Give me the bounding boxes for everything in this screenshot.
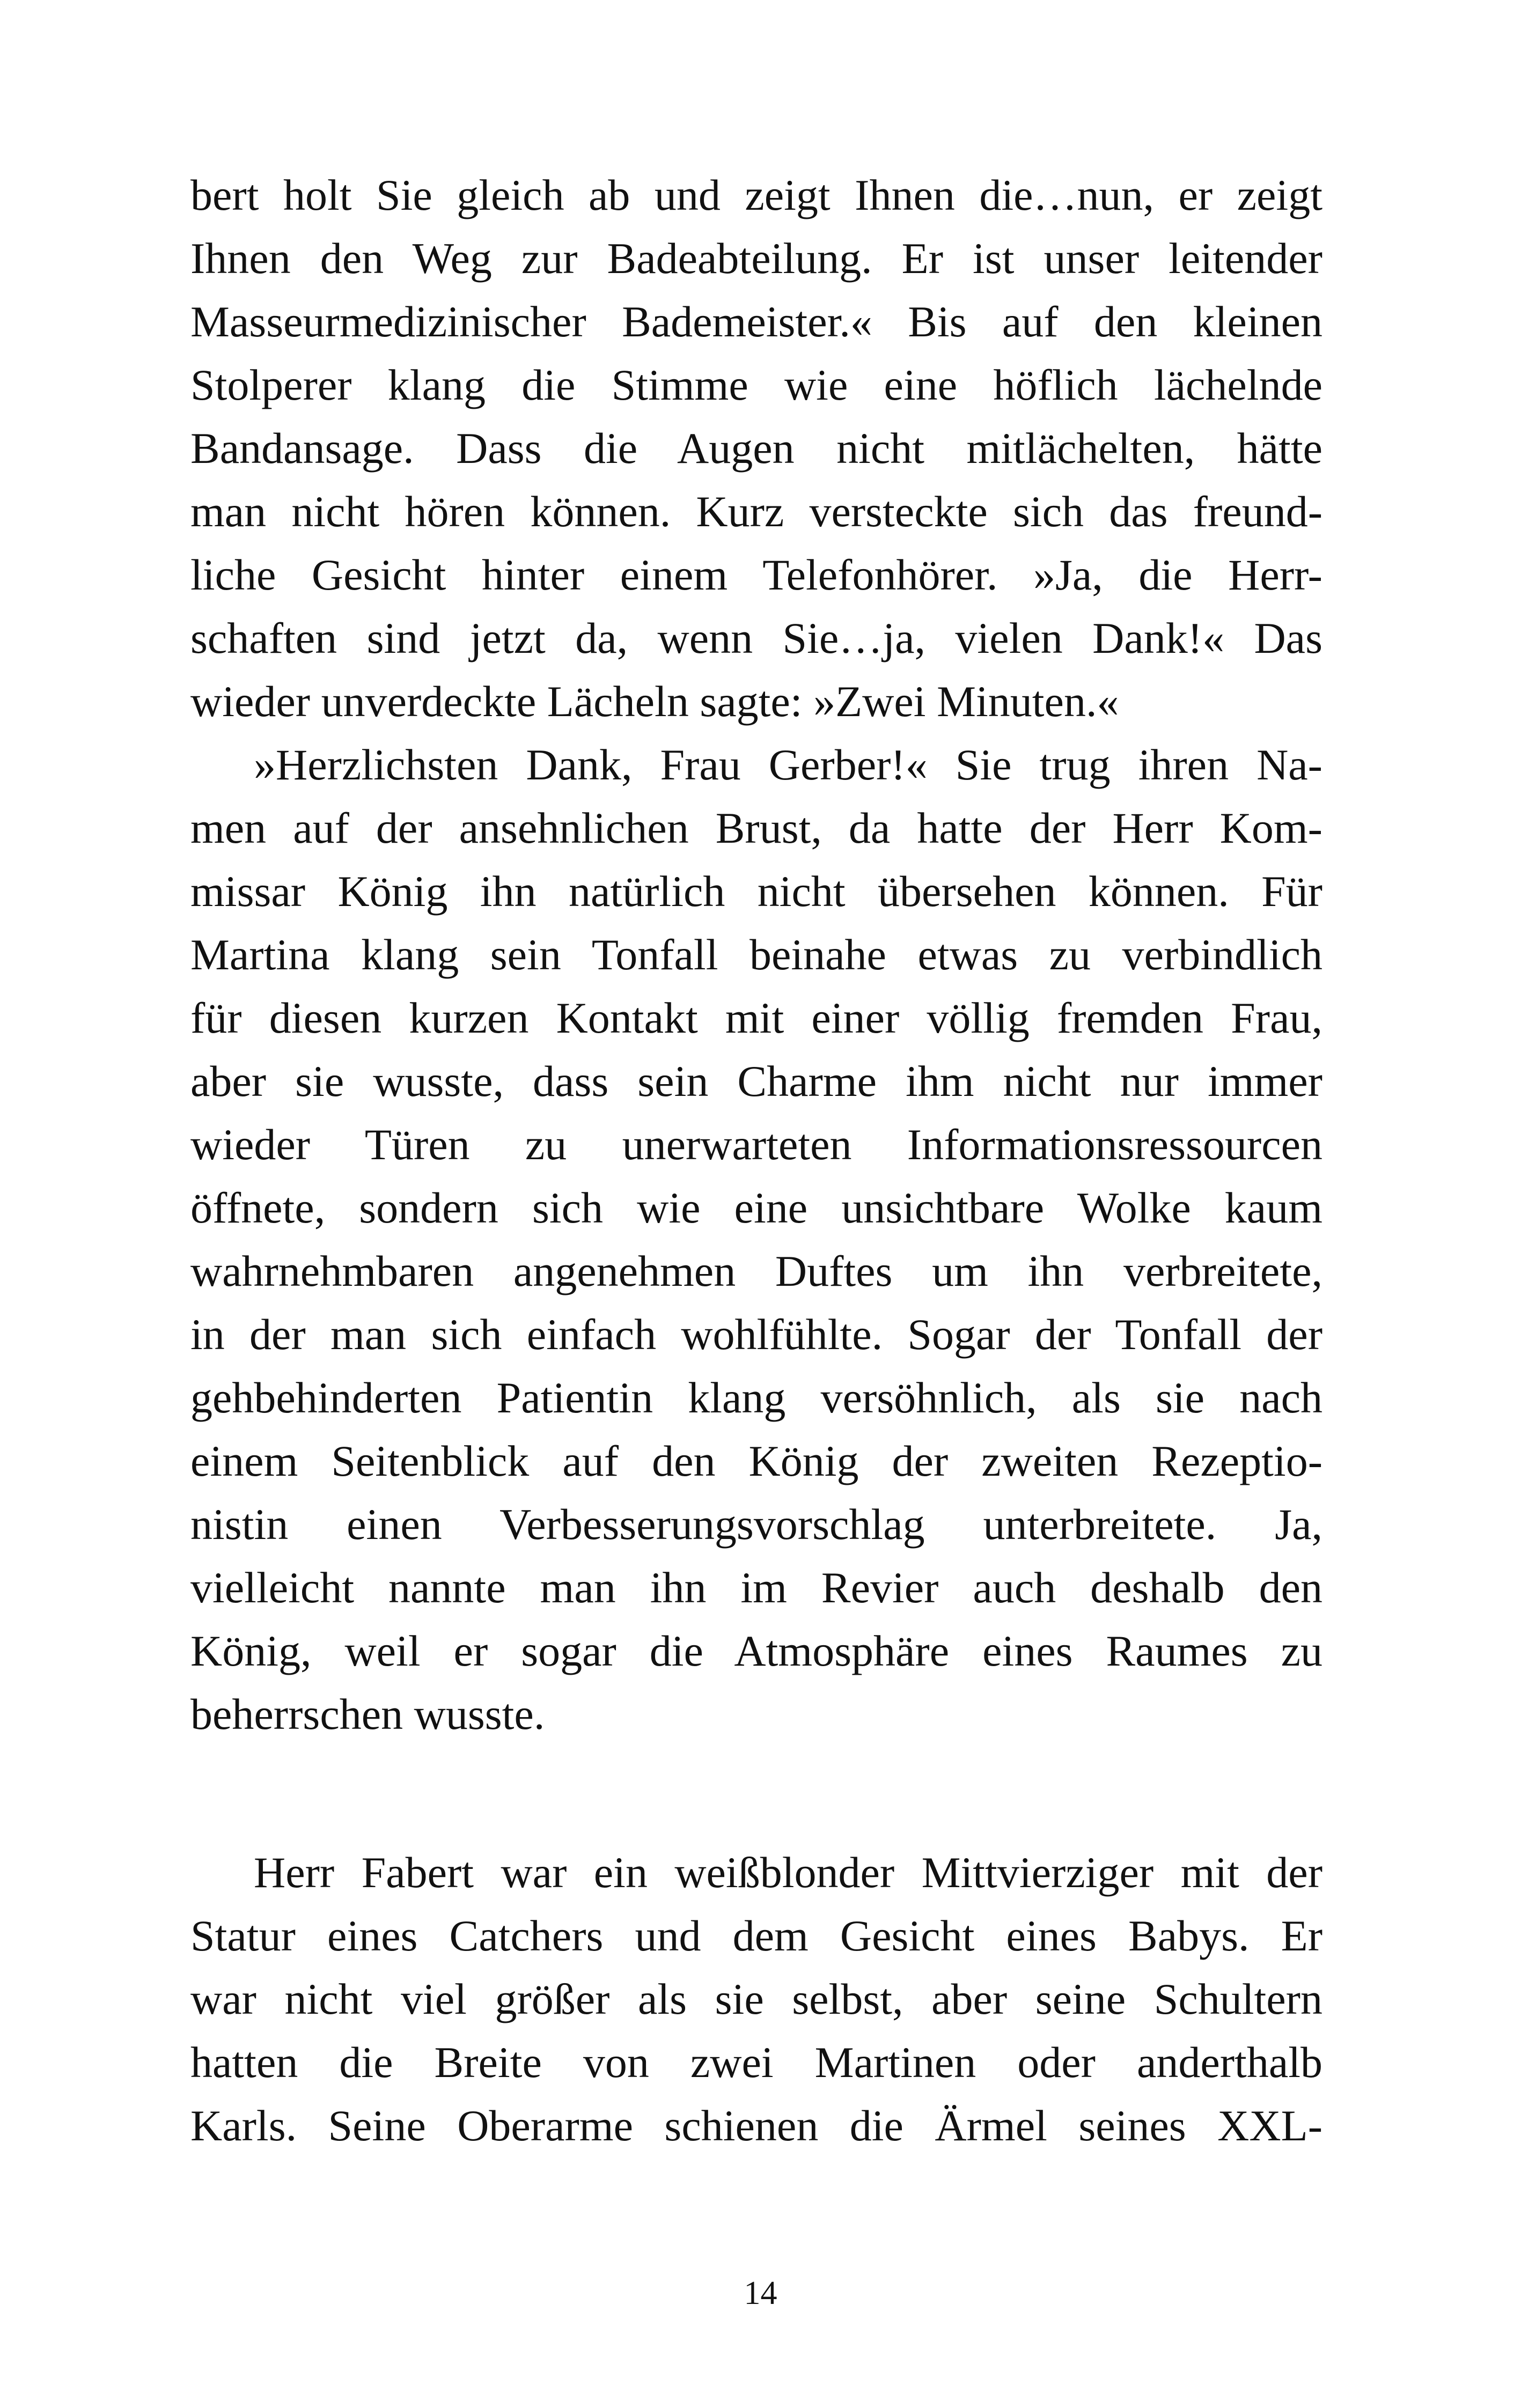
- text-line: war nicht viel größer als sie selbst, aber seine Schultern: [190, 1975, 1322, 2023]
- text-line: für diesen kurzen Kontakt mit einer völlig fremden Frau,: [190, 993, 1322, 1042]
- text-line: wahrnehmbaren angenehmen Duftes um ihn verbreitete,: [190, 1247, 1322, 1295]
- text-line: bert holt Sie gleich ab und zeigt Ihnen die…nun, er zeigt: [190, 171, 1322, 219]
- text-line: Statur eines Catchers und dem Gesicht eines Babys. Er: [190, 1911, 1322, 1960]
- text-line: vielleicht nannte man ihn im Revier auch deshalb den: [190, 1563, 1322, 1612]
- text-line: wieder Türen zu unerwarteten Informationsressourcen: [190, 1120, 1322, 1169]
- page-number: 14: [744, 2275, 777, 2311]
- text-line: nistin einen Verbesserungsvorschlag unterbreitete. Ja,: [190, 1500, 1322, 1549]
- text-line: wieder unverdeckte Lächeln sagte: »Zwei Minuten.«: [190, 677, 1119, 726]
- text-line: hatten die Breite von zwei Martinen oder anderthalb: [190, 2038, 1322, 2087]
- text-line: »Herzlichsten Dank, Frau Gerber!« Sie trug ihren Na-: [254, 740, 1322, 789]
- text-line: Karls. Seine Oberarme schienen die Ärmel seines XXL-: [190, 2101, 1322, 2150]
- text-line: liche Gesicht hinter einem Telefonhörer. »Ja, die Herr-: [190, 550, 1322, 599]
- text-line: öffnete, sondern sich wie eine unsichtbare Wolke kaum: [190, 1183, 1322, 1232]
- text-line: Bandansage. Dass die Augen nicht mitlächelten, hätte: [190, 424, 1322, 473]
- text-block-upper: [190, 164, 1322, 1746]
- text-line: Ihnen den Weg zur Badeabteilung. Er ist unser leitender: [190, 234, 1322, 283]
- text-line: schaften sind jetzt da, wenn Sie…ja, vielen Dank!« Das: [190, 614, 1322, 662]
- paragraph-2: [190, 733, 1322, 1746]
- text-line: beherrschen wusste.: [190, 1690, 545, 1739]
- text-line: Herr Fabert war ein weißblonder Mittvierziger mit der: [254, 1848, 1322, 1897]
- text-line: in der man sich einfach wohlfühlte. Sogar der Tonfall der: [190, 1310, 1322, 1359]
- text-line: Stolperer klang die Stimme wie eine höflich lächelnde: [190, 360, 1322, 409]
- text-line: aber sie wusste, dass sein Charme ihm nicht nur immer: [190, 1057, 1322, 1106]
- paragraph-1: [190, 164, 1322, 733]
- text-line: Masseurmedizinischer Bademeister.« Bis auf den kleinen: [190, 297, 1322, 346]
- text-block-lower: [190, 1841, 1322, 2157]
- text-line: man nicht hören können. Kurz versteckte sich das freund-: [190, 487, 1322, 536]
- text-line: men auf der ansehnlichen Brust, da hatte der Herr Kom-: [190, 804, 1322, 852]
- text-line: König, weil er sogar die Atmosphäre eines Raumes zu: [190, 1626, 1322, 1675]
- text-line: gehbehinderten Patientin klang versöhnlich, als sie nach: [190, 1373, 1322, 1422]
- text-line: Martina klang sein Tonfall beinahe etwas zu verbindlich: [190, 930, 1322, 979]
- text-line: missar König ihn natürlich nicht übersehen können. Für: [190, 867, 1322, 916]
- text-line: einem Seitenblick auf den König der zweiten Rezeptio-: [190, 1437, 1322, 1485]
- paragraph-3: [190, 1841, 1322, 2157]
